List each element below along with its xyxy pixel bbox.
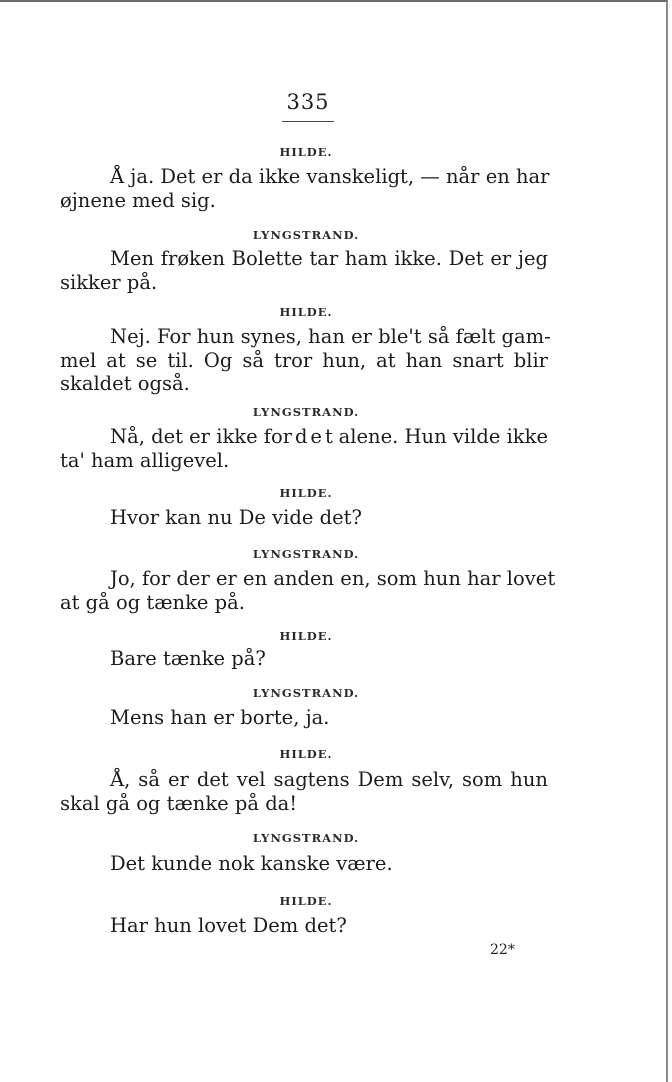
dialogue-line: Det kunde nok kanske være. [110,852,393,875]
speaker-label: HILDE. [279,747,333,761]
speaker-label: LYNGSTRAND. [252,405,360,419]
dialogue-segment: alene. Hun vilde ikke [338,425,548,448]
dialogue-line: sikker på. [60,271,158,294]
dialogue-line [110,426,548,448]
speaker-label: HILDE. [279,894,333,908]
dialogue-line: Hvor kan nu De vide det? [110,506,362,529]
dialogue-line: Å ja. Det er da ikke vanskeligt, — når en har [110,165,550,188]
dialogue-line: øjnene med sig. [60,189,216,212]
dialogue-line: Å, så er det vel sagtens Dem selv, som hun [110,768,548,791]
dialogue-line: Har hun lovet Dem det? [110,914,347,937]
dialogue-line: skal gå og tænke på da! [60,792,298,815]
dialogue-line: ta' ham alligevel. [60,449,230,472]
dialogue-line: mel at se til. Og så tror hun, at han snart blir [60,349,548,372]
speaker-label: LYNGSTRAND. [252,547,360,561]
dialogue-line: Men frøken Bolette tar ham ikke. Det er jeg [110,247,548,270]
speaker-label: HILDE. [279,486,333,500]
page-number: 335 [286,90,330,114]
emphasized-word: det [294,425,336,448]
speaker-label: LYNGSTRAND. [252,831,360,845]
dialogue-line: Mens han er borte, ja. [110,706,330,729]
speaker-label: LYNGSTRAND. [252,228,360,242]
page-number-rule [282,121,334,122]
dialogue-line: skaldet også. [60,372,190,395]
dialogue-line: Bare tænke på? [110,647,266,670]
speaker-label: HILDE. [279,145,333,159]
dialogue-segment: Nå, det er ikke for [110,425,293,448]
speaker-label: HILDE. [279,629,333,643]
speaker-label: HILDE. [279,305,333,319]
dialogue-line: at gå og tænke på. [60,591,245,614]
speaker-label: LYNGSTRAND. [252,686,360,700]
dialogue-line: Nej. For hun synes, han er ble't så fælt gam- [110,325,551,348]
dialogue-line: Jo, for der er en anden en, som hun har lovet [110,567,556,590]
signature-mark: 22* [490,942,515,958]
